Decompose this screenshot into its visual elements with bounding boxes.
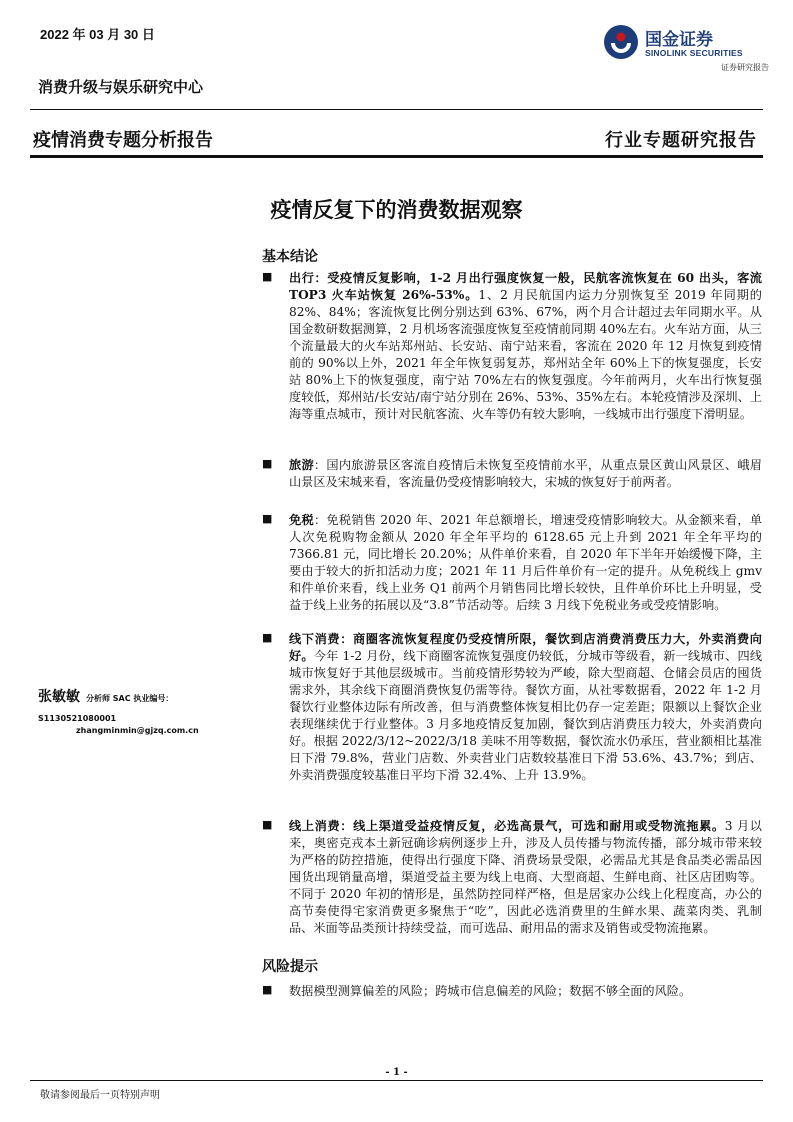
logo-name-cn: 国金证券: [645, 30, 713, 50]
item-lead: 出行：受疫情反复影响，1-2 月出行强度恢复一般，民航客流恢复在 60 出头，客流 TOP3 火车站恢复 26%-53%。: [289, 271, 762, 302]
report-title: 疫情反复下的消费数据观察: [270, 197, 523, 222]
item-body: ：免税销售 2020 年、2021 年总额增长，增速受疫情影响较大。从金额来看，单人次免税购物金额从 2020 年全年平均的 6128.65 元上升到 2021 年全年平均的 7366.81 元，同比增长 20.20%；从件单价来看，自 2020 年下半年开始缓慢下降，主要由于较大的折扣活动力度；2021 年 11 月后件单价有一定的提升。从免税线上 gmv 和件单价来看，线上业务 Q1 前两个月销售同比增长较快，且件单价环比上升明显，受益于线上业务的拓展以及“3.8”节活动等。后续 3 月线下免税业务或受疫情影响。: [289, 513, 763, 612]
item-body: 3 月以来，奥密克戎本土新冠确诊病例逐步上升，涉及人员传播与物流传播，部分城市带来较为严格的防控措施，使得出行强度下降、消费场景受限，必需品尤其是食品类必需品因囤货出现销量高增，渠道受益主要为线上电商、大型商超、生鲜电商、社区店团购等。不同于 2020 年初的情形是，虽然防控同样严格，但是居家办公线上化程度高，办公的高节奏使得宅家消费更多聚焦于“吃”，因此必选消费里的生鲜水果、蔬菜肉类、乳制品、米面等品类预计持续受益，而可选品、耐用品的需求及销售或受物流拖累。: [289, 819, 762, 935]
header-divider: [30, 109, 763, 110]
section-heading-conclusions: 基本结论: [262, 249, 318, 265]
analyst-info: [38, 686, 248, 735]
item-lead: 线下消费：商圈客流恢复程度仍受疫情所限，餐饮到店消费消费压力大，外卖消费向好。: [289, 632, 762, 663]
bullet-icon: ■: [262, 457, 273, 470]
research-department: 消费升级与娱乐研究中心: [38, 78, 204, 96]
item-lead: 线上消费：线上渠道受益疫情反复，必选高景气，可选和耐用或受物流拖累。: [289, 819, 725, 833]
logo-subtitle: 证券研究报告: [721, 63, 769, 72]
report-date: 2022 年 03 月 30 日: [40, 27, 155, 42]
analyst-name: 张敏敏: [38, 689, 80, 705]
conclusion-item-duty-free: [262, 512, 762, 614]
item-body: 今年 1-2 月份，线下商圈客流恢复强度仍较低，分城市等级看，新一线城市、四线城市恢复好于其他层级城市。当前疫情形势较为严峻，除大型商超、仓储会员店的囤货需求外，其余线下商圈消费恢复仍需等待。餐饮方面，从社零数据看，2022 年 1-2 月餐饮行业整体边际有所改善，但与消费整体恢复相比仍存一定差距；限额以上餐饮企业表现继续优于行业整体。3 月多地疫情反复加剧，餐饮到店消费压力较大，外卖消费向好。根据 2022/3/12~2022/3/18 美味不用等数据，餐饮流水仍承压，营业额相比基准日下滑 79.8%，营业门店数、外卖营业门店数较基准日下滑 53.6%、43.7%；到店、外卖消费强度较基准日平均下滑 32.4%、上升 13.9%。: [289, 649, 763, 782]
bullet-icon: ■: [262, 631, 273, 644]
sinolink-logo: [603, 22, 769, 77]
conclusion-item-tourism: [262, 457, 762, 491]
item-lead: 旅游: [289, 458, 314, 472]
risk-item: [262, 983, 762, 1000]
analyst-role: 分析师 SAC 执业编号：S1130521080001: [38, 694, 174, 723]
conclusion-item-online: [262, 818, 762, 937]
analyst-email[interactable]: zhangminmin@gjzq.com.cn: [76, 726, 199, 735]
report-type: 行业专题研究报告: [605, 130, 757, 151]
report-topic: 疫情消费专题分析报告: [33, 130, 213, 150]
footer-disclaimer: 敬请参阅最后一页特别声明: [40, 1090, 160, 1101]
page-number: - 1 -: [385, 1067, 408, 1078]
item-body: ：国内旅游景区客流自疫情后未恢复至疫情前水平，从重点景区黄山风景区、峨眉山景区及宋城来看，客流量仍受疫情影响较大，宋城的恢复好于前两者。: [289, 458, 763, 489]
bullet-icon: ■: [262, 270, 273, 283]
conclusion-item-travel: [262, 270, 762, 423]
logo-name-en: SINOLINK SECURITIES: [645, 48, 743, 58]
item-lead: 免税: [289, 513, 314, 527]
section-heading-risk: 风险提示: [262, 959, 318, 975]
risk-text: 数据模型测算偏差的风险；跨城市信息偏差的风险；数据不够全面的风险。: [289, 984, 692, 998]
bullet-icon: ■: [262, 983, 273, 996]
sinolink-logo-icon: [603, 24, 639, 60]
conclusion-item-offline: [262, 631, 762, 784]
item-body: 1、2 月民航国内运力分别恢复至 2019 年同期的 82%、84%；客流恢复比例分别达到 63%、67%，两个月合计超过去年同期水平。从国金数研数据测算，2 月机场客流强度恢复至疫情前同期 40%左右。火车站方面，从三个流量最大的火车站郑州站、长安站、南宁站来看，客流在 2020 年 12 月恢复到疫情前的 90%以上外，2021 年全年恢复弱复苏，郑州站全年 60%上下的恢复强度，长安站 80%上下的恢复强度，南宁站 70%左右的恢复强度。今年前两月，火车出行恢复强度较低，郑州站/长安站/南宁站分别在 26%、53%、35%左右。本轮疫情涉及深圳、上海等重点城市，预计对民航客流、火车等仍有较大影响，一线城市出行强度下滑明显。: [289, 288, 762, 421]
bullet-icon: ■: [262, 818, 273, 831]
bullet-icon: ■: [262, 512, 273, 525]
footer-divider: [30, 1080, 763, 1081]
header-thick-divider: [30, 155, 763, 158]
